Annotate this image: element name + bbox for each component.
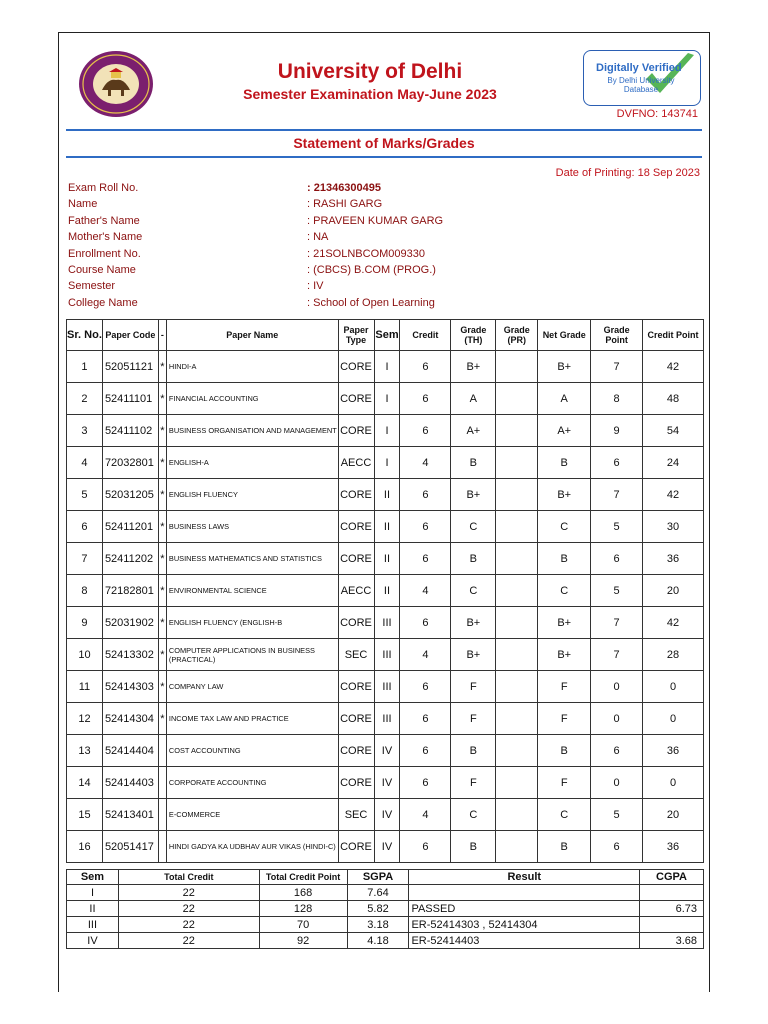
cell-star: * xyxy=(158,479,166,511)
marks-table xyxy=(66,319,704,863)
cell-credit: 4 xyxy=(400,447,451,479)
info-value: : School of Open Learning xyxy=(307,296,435,309)
cell-paper-code: 52031902 xyxy=(102,607,158,639)
marks-row xyxy=(67,575,704,607)
cell-paper-name: BUSINESS LAWS xyxy=(166,511,338,543)
summary-cell-cgpa: 6.73 xyxy=(640,901,704,917)
cell-sr-no: 4 xyxy=(67,447,103,479)
cell-grade-th: A xyxy=(451,383,496,415)
header-grade-point: Grade Point xyxy=(591,320,643,351)
summary-cell-total-credit-point: 168 xyxy=(259,885,347,901)
summary-cell-total-credit-point: 128 xyxy=(259,901,347,917)
cell-paper-type: SEC xyxy=(338,639,374,671)
student-details xyxy=(68,182,708,313)
cell-net-grade: C xyxy=(538,799,591,831)
info-value: : RASHI GARG xyxy=(307,198,383,211)
cell-net-grade: A+ xyxy=(538,415,591,447)
summary-cell-sem: IV xyxy=(67,933,119,949)
cell-star xyxy=(158,735,166,767)
cell-grade-pr xyxy=(496,447,538,479)
header-dash: - xyxy=(158,320,166,351)
cell-credit: 4 xyxy=(400,639,451,671)
cell-grade-th: B+ xyxy=(451,351,496,383)
cell-net-grade: B xyxy=(538,735,591,767)
cell-paper-name: HINDI GADYA KA UDBHAV AUR VIKAS (HINDI-C) xyxy=(166,831,338,863)
cell-credit: 6 xyxy=(400,767,451,799)
student-info-row xyxy=(68,280,708,296)
info-label: Course Name xyxy=(68,263,136,276)
university-seal-logo xyxy=(78,50,154,118)
summary-cell-sem: III xyxy=(67,917,119,933)
university-name: University of Delhi xyxy=(277,60,463,83)
cell-star: * xyxy=(158,447,166,479)
cell-credit-point: 36 xyxy=(643,735,704,767)
student-info-row xyxy=(68,182,708,198)
cell-star: * xyxy=(158,639,166,671)
cell-paper-name: E-COMMERCE xyxy=(166,799,338,831)
summary-row xyxy=(67,917,704,933)
cell-credit-point: 0 xyxy=(643,703,704,735)
cell-star: * xyxy=(158,575,166,607)
cell-grade-point: 9 xyxy=(591,415,643,447)
info-label: Enrollment No. xyxy=(68,247,141,260)
cell-paper-code: 52411202 xyxy=(102,543,158,575)
cell-credit: 6 xyxy=(400,607,451,639)
marks-row xyxy=(67,447,704,479)
marks-row xyxy=(67,543,704,575)
cell-credit-point: 36 xyxy=(643,831,704,863)
summary-cell-result: PASSED xyxy=(409,901,640,917)
cell-sem: II xyxy=(374,511,400,543)
cell-star: * xyxy=(158,383,166,415)
summary-header-row xyxy=(67,870,704,885)
summary-cell-total-credit: 22 xyxy=(118,917,259,933)
cell-paper-type: CORE xyxy=(338,479,374,511)
summary-table xyxy=(66,869,704,949)
cell-net-grade: F xyxy=(538,703,591,735)
divider-top xyxy=(66,129,702,131)
cell-grade-point: 8 xyxy=(591,383,643,415)
student-info-row xyxy=(68,264,708,280)
cell-credit-point: 36 xyxy=(643,543,704,575)
marks-row xyxy=(67,511,704,543)
cell-grade-th: F xyxy=(451,703,496,735)
cell-paper-name: CORPORATE ACCOUNTING xyxy=(166,767,338,799)
cell-paper-name: ENGLISH FLUENCY (ENGLISH-B xyxy=(166,607,338,639)
cell-sr-no: 13 xyxy=(67,735,103,767)
cell-grade-th: F xyxy=(451,671,496,703)
cell-sem: I xyxy=(374,447,400,479)
cell-sr-no: 3 xyxy=(67,415,103,447)
cell-paper-name: FINANCIAL ACCOUNTING xyxy=(166,383,338,415)
cell-sr-no: 7 xyxy=(67,543,103,575)
cell-net-grade: A xyxy=(538,383,591,415)
cell-paper-code: 52414304 xyxy=(102,703,158,735)
header-credit: Credit xyxy=(400,320,451,351)
cell-grade-point: 7 xyxy=(591,351,643,383)
cell-credit-point: 48 xyxy=(643,383,704,415)
cell-credit: 6 xyxy=(400,543,451,575)
info-label: Exam Roll No. xyxy=(68,182,139,194)
summary-cell-sem: I xyxy=(67,885,119,901)
cell-grade-point: 5 xyxy=(591,511,643,543)
cell-sem: I xyxy=(374,383,400,415)
cell-credit: 6 xyxy=(400,383,451,415)
marks-row xyxy=(67,735,704,767)
cell-paper-code: 52411201 xyxy=(102,511,158,543)
cell-paper-name: BUSINESS MATHEMATICS AND STATISTICS xyxy=(166,543,338,575)
cell-paper-name: ENGLISH-A xyxy=(166,447,338,479)
cell-net-grade: C xyxy=(538,511,591,543)
cell-grade-pr xyxy=(496,671,538,703)
info-value: : (CBCS) B.COM (PROG.) xyxy=(307,263,436,276)
cell-credit: 6 xyxy=(400,735,451,767)
cell-paper-type: AECC xyxy=(338,447,374,479)
cell-net-grade: C xyxy=(538,575,591,607)
cell-grade-point: 7 xyxy=(591,607,643,639)
exam-session: Semester Examination May-June 2023 xyxy=(243,86,497,102)
cell-credit-point: 24 xyxy=(643,447,704,479)
cell-paper-type: CORE xyxy=(338,767,374,799)
cell-paper-type: CORE xyxy=(338,831,374,863)
cell-sr-no: 15 xyxy=(67,799,103,831)
cell-paper-type: CORE xyxy=(338,415,374,447)
cell-grade-th: B+ xyxy=(451,479,496,511)
cell-grade-point: 6 xyxy=(591,447,643,479)
cell-grade-point: 0 xyxy=(591,671,643,703)
cell-paper-code: 52413401 xyxy=(102,799,158,831)
student-info-row xyxy=(68,248,708,264)
cell-paper-code: 52414404 xyxy=(102,735,158,767)
cell-grade-pr xyxy=(496,575,538,607)
cell-grade-pr xyxy=(496,351,538,383)
cell-grade-point: 7 xyxy=(591,639,643,671)
cell-paper-name: COST ACCOUNTING xyxy=(166,735,338,767)
cell-grade-pr xyxy=(496,767,538,799)
cell-sr-no: 1 xyxy=(67,351,103,383)
divider-bottom xyxy=(66,156,702,158)
marks-row xyxy=(67,383,704,415)
summary-cell-sgpa: 3.18 xyxy=(347,917,409,933)
cell-sem: III xyxy=(374,607,400,639)
cell-paper-code: 72182801 xyxy=(102,575,158,607)
cell-grade-th: C xyxy=(451,511,496,543)
cell-star: * xyxy=(158,607,166,639)
cell-grade-th: B+ xyxy=(451,639,496,671)
cell-grade-pr xyxy=(496,639,538,671)
header-credit-point: Credit Point xyxy=(643,320,704,351)
cell-sr-no: 16 xyxy=(67,831,103,863)
summary-header-total-credit-point: Total Credit Point xyxy=(259,870,347,885)
cell-sem: III xyxy=(374,703,400,735)
summary-header-sgpa: SGPA xyxy=(347,870,409,885)
summary-row xyxy=(67,885,704,901)
cell-credit-point: 0 xyxy=(643,767,704,799)
cell-net-grade: B xyxy=(538,543,591,575)
cell-paper-type: CORE xyxy=(338,703,374,735)
cell-paper-code: 52031205 xyxy=(102,479,158,511)
cell-credit-point: 42 xyxy=(643,479,704,511)
header-grade-pr: Grade (PR) xyxy=(496,320,538,351)
info-label: Father's Name xyxy=(68,214,140,227)
info-label: Mother's Name xyxy=(68,231,143,244)
cell-paper-type: CORE xyxy=(338,511,374,543)
cell-credit: 4 xyxy=(400,799,451,831)
info-value: : IV xyxy=(307,280,324,293)
cell-sem: I xyxy=(374,415,400,447)
cell-grade-th: B+ xyxy=(451,607,496,639)
cell-credit: 6 xyxy=(400,671,451,703)
summary-header-result: Result xyxy=(409,870,640,885)
cell-credit: 4 xyxy=(400,575,451,607)
cell-grade-pr xyxy=(496,735,538,767)
summary-cell-result: ER-52414403 xyxy=(409,933,640,949)
cell-paper-type: CORE xyxy=(338,671,374,703)
cell-sem: IV xyxy=(374,735,400,767)
header-paper-name: Paper Name xyxy=(166,320,338,351)
cell-grade-point: 7 xyxy=(591,479,643,511)
summary-cell-sgpa: 4.18 xyxy=(347,933,409,949)
summary-cell-sgpa: 5.82 xyxy=(347,901,409,917)
cell-net-grade: B+ xyxy=(538,479,591,511)
cell-star xyxy=(158,767,166,799)
header-paper-code: Paper Code xyxy=(102,320,158,351)
cell-grade-point: 0 xyxy=(591,703,643,735)
marks-row xyxy=(67,671,704,703)
cell-paper-name: ENVIRONMENTAL SCIENCE xyxy=(166,575,338,607)
cell-sem: IV xyxy=(374,767,400,799)
cell-grade-pr xyxy=(496,607,538,639)
cell-star: * xyxy=(158,511,166,543)
cell-net-grade: B xyxy=(538,831,591,863)
statement-title: Statement of Marks/Grades xyxy=(293,135,475,151)
marks-row xyxy=(67,415,704,447)
summary-cell-result xyxy=(409,885,640,901)
cell-grade-pr xyxy=(496,479,538,511)
cell-grade-point: 6 xyxy=(591,543,643,575)
cell-credit-point: 20 xyxy=(643,799,704,831)
marks-row xyxy=(67,479,704,511)
cell-star: * xyxy=(158,351,166,383)
cell-grade-point: 5 xyxy=(591,575,643,607)
cell-paper-name: COMPANY LAW xyxy=(166,671,338,703)
cell-net-grade: B+ xyxy=(538,351,591,383)
cell-star: * xyxy=(158,415,166,447)
cell-star xyxy=(158,831,166,863)
cell-paper-type: AECC xyxy=(338,575,374,607)
cell-sem: IV xyxy=(374,799,400,831)
cell-credit: 6 xyxy=(400,415,451,447)
cell-paper-type: CORE xyxy=(338,735,374,767)
cell-net-grade: B+ xyxy=(538,607,591,639)
cell-net-grade: F xyxy=(538,767,591,799)
printing-date: Date of Printing: 18 Sep 2023 xyxy=(555,167,700,179)
cell-grade-point: 6 xyxy=(591,831,643,863)
cell-net-grade: B+ xyxy=(538,639,591,671)
cell-paper-type: CORE xyxy=(338,383,374,415)
cell-paper-code: 52411102 xyxy=(102,415,158,447)
info-label: College Name xyxy=(68,296,138,309)
dvf-number: DVFNO: 143741 xyxy=(616,108,698,120)
cell-paper-name: INCOME TAX LAW AND PRACTICE xyxy=(166,703,338,735)
header-sem: Sem xyxy=(374,320,400,351)
cell-star: * xyxy=(158,543,166,575)
cell-net-grade: F xyxy=(538,671,591,703)
summary-row xyxy=(67,933,704,949)
cell-credit: 6 xyxy=(400,479,451,511)
cell-net-grade: B xyxy=(538,447,591,479)
summary-cell-result: ER-52414303 , 52414304 xyxy=(409,917,640,933)
cell-paper-code: 52414303 xyxy=(102,671,158,703)
cell-grade-point: 5 xyxy=(591,799,643,831)
cell-star xyxy=(158,799,166,831)
cell-sr-no: 14 xyxy=(67,767,103,799)
summary-cell-cgpa: 3.68 xyxy=(640,933,704,949)
cell-credit-point: 42 xyxy=(643,607,704,639)
info-value: : 21SOLNBCOM009330 xyxy=(307,247,426,260)
cell-grade-point: 0 xyxy=(591,767,643,799)
cell-credit: 6 xyxy=(400,831,451,863)
cell-star: * xyxy=(158,671,166,703)
marks-row xyxy=(67,607,704,639)
cell-sr-no: 10 xyxy=(67,639,103,671)
info-label: Name xyxy=(68,198,98,211)
cell-grade-pr xyxy=(496,703,538,735)
cell-paper-name: ENGLISH FLUENCY xyxy=(166,479,338,511)
summary-header-sem: Sem xyxy=(67,870,119,885)
cell-grade-th: B xyxy=(451,543,496,575)
summary-cell-sgpa: 7.64 xyxy=(347,885,409,901)
cell-grade-pr xyxy=(496,543,538,575)
marks-row xyxy=(67,639,704,671)
cell-paper-type: CORE xyxy=(338,607,374,639)
student-info-row xyxy=(68,215,708,231)
cell-grade-th: B xyxy=(451,735,496,767)
cell-grade-pr xyxy=(496,799,538,831)
student-info-row xyxy=(68,198,708,214)
cell-paper-code: 52051121 xyxy=(102,351,158,383)
cell-star: * xyxy=(158,703,166,735)
header-grade-th: Grade (TH) xyxy=(451,320,496,351)
cell-paper-type: CORE xyxy=(338,543,374,575)
marks-row xyxy=(67,799,704,831)
cell-sr-no: 11 xyxy=(67,671,103,703)
student-info-row xyxy=(68,231,708,247)
cell-sr-no: 2 xyxy=(67,383,103,415)
cell-paper-name: HINDI-A xyxy=(166,351,338,383)
cell-sem: II xyxy=(374,575,400,607)
summary-cell-cgpa xyxy=(640,885,704,901)
cell-paper-code: 72032801 xyxy=(102,447,158,479)
marks-row xyxy=(67,351,704,383)
cell-paper-name: BUSINESS ORGANISATION AND MANAGEMENT xyxy=(166,415,338,447)
cell-grade-pr xyxy=(496,511,538,543)
cell-paper-code: 52411101 xyxy=(102,383,158,415)
cell-grade-pr xyxy=(496,383,538,415)
verify-title: Digitally Verified xyxy=(596,62,682,74)
cell-sem: II xyxy=(374,479,400,511)
cell-credit-point: 20 xyxy=(643,575,704,607)
info-value: : PRAVEEN KUMAR GARG xyxy=(307,214,444,227)
cell-grade-th: B xyxy=(451,831,496,863)
student-info-row xyxy=(68,297,708,313)
info-value: : 21346300495 xyxy=(307,182,382,194)
cell-sem: IV xyxy=(374,831,400,863)
summary-cell-total-credit: 22 xyxy=(118,885,259,901)
cell-sem: I xyxy=(374,351,400,383)
cell-credit: 6 xyxy=(400,511,451,543)
cell-grade-pr xyxy=(496,415,538,447)
cell-sem: III xyxy=(374,671,400,703)
summary-row xyxy=(67,901,704,917)
cell-credit-point: 0 xyxy=(643,671,704,703)
cell-credit: 6 xyxy=(400,703,451,735)
summary-cell-total-credit-point: 92 xyxy=(259,933,347,949)
cell-grade-th: F xyxy=(451,767,496,799)
info-label: Semester xyxy=(68,280,116,293)
marks-header-row xyxy=(67,320,704,351)
cell-grade-th: C xyxy=(451,799,496,831)
header-paper-type: Paper Type xyxy=(338,320,374,351)
header-sr-no: Sr. No. xyxy=(67,320,103,351)
summary-cell-total-credit: 22 xyxy=(118,933,259,949)
cell-sem: II xyxy=(374,543,400,575)
cell-paper-code: 52051417 xyxy=(102,831,158,863)
verify-subtitle: By Delhi University xyxy=(607,76,675,85)
cell-paper-type: CORE xyxy=(338,351,374,383)
cell-sr-no: 12 xyxy=(67,703,103,735)
cell-paper-name: COMPUTER APPLICATIONS IN BUSINESS (PRACTICAL) xyxy=(166,639,338,671)
cell-credit-point: 42 xyxy=(643,351,704,383)
summary-cell-total-credit: 22 xyxy=(118,901,259,917)
cell-sr-no: 8 xyxy=(67,575,103,607)
cell-grade-th: A+ xyxy=(451,415,496,447)
cell-grade-pr xyxy=(496,831,538,863)
digitally-verified-badge xyxy=(583,50,701,106)
cell-paper-type: SEC xyxy=(338,799,374,831)
marks-row xyxy=(67,767,704,799)
cell-credit: 6 xyxy=(400,351,451,383)
cell-paper-code: 52414403 xyxy=(102,767,158,799)
cell-paper-code: 52413302 xyxy=(102,639,158,671)
cell-credit-point: 30 xyxy=(643,511,704,543)
summary-cell-total-credit-point: 70 xyxy=(259,917,347,933)
header-net-grade: Net Grade xyxy=(538,320,591,351)
info-value: : NA xyxy=(307,231,329,244)
cell-grade-point: 6 xyxy=(591,735,643,767)
verify-database: Database xyxy=(623,85,659,94)
summary-header-cgpa: CGPA xyxy=(640,870,704,885)
cell-sr-no: 9 xyxy=(67,607,103,639)
summary-cell-sem: II xyxy=(67,901,119,917)
cell-grade-th: B xyxy=(451,447,496,479)
cell-grade-th: C xyxy=(451,575,496,607)
summary-cell-cgpa xyxy=(640,917,704,933)
cell-sr-no: 6 xyxy=(67,511,103,543)
summary-header-total-credit: Total Credit xyxy=(118,870,259,885)
cell-credit-point: 28 xyxy=(643,639,704,671)
cell-sr-no: 5 xyxy=(67,479,103,511)
cell-credit-point: 54 xyxy=(643,415,704,447)
marks-row xyxy=(67,703,704,735)
cell-sem: III xyxy=(374,639,400,671)
marks-row xyxy=(67,831,704,863)
